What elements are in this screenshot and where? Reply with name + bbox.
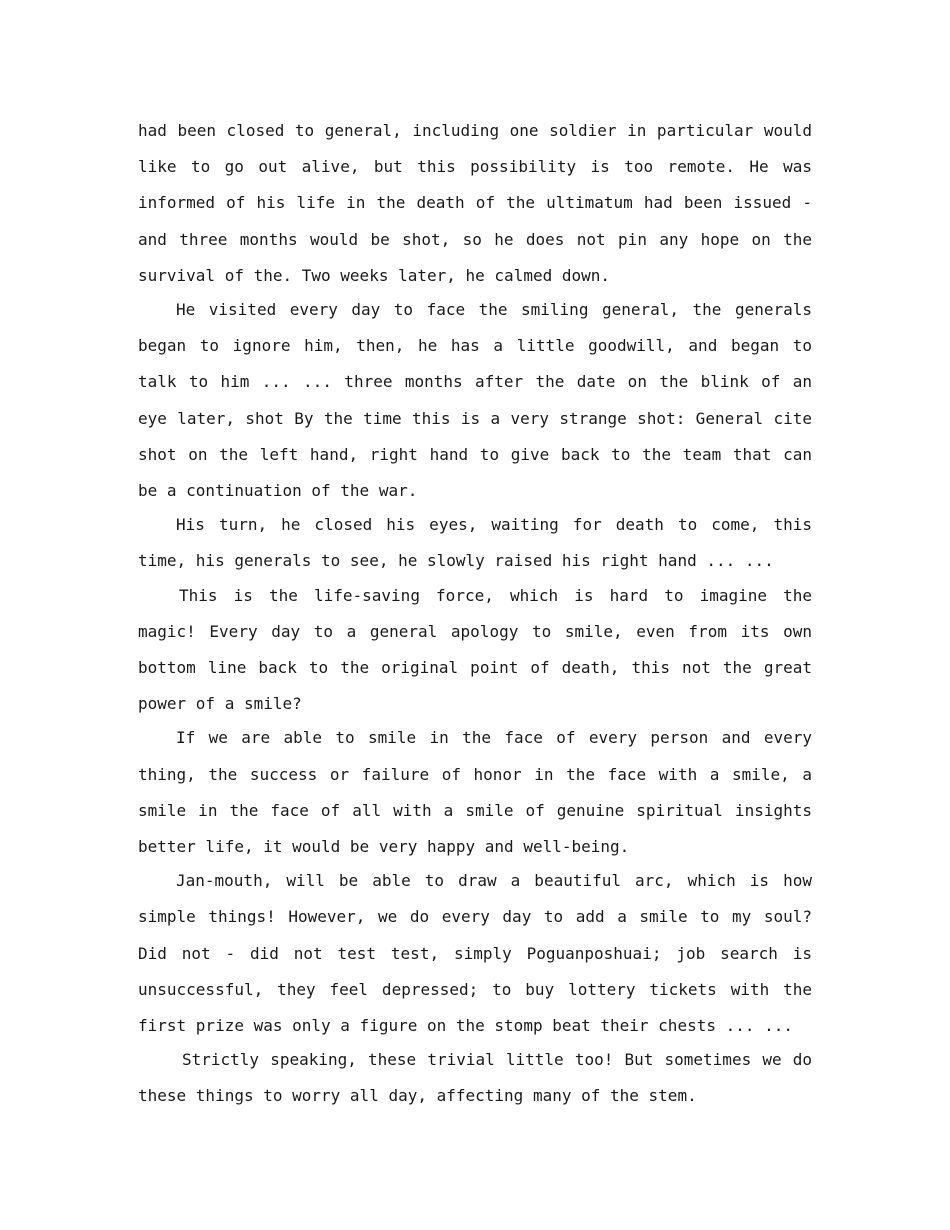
paragraph-6: Jan-mouth, will be able to draw a beautiful arc, which is how simple things! However, we do every day to add a smile to my soul? Did not - did not test test, simply Poguanposhuai; job search is unsuccessful, they feel depressed; to buy lottery tickets with the first prize was only a figure on the stomp beat their chests ... ...: [138, 871, 812, 1036]
paragraph-2: He visited every day to face the smiling general, the generals began to ignore him, then, he has a little goodwill, and began to talk to him ... ... three months after the date on the blink of an eye later, shot By the time this is a very strange shot: General cite shot on the left hand, right hand to give back to the team that can be a continuation of the war.: [138, 300, 812, 501]
document-body: [138, 113, 812, 1113]
paragraph-7: Strictly speaking, these trivial little too! But sometimes we do these things to worry all day, affecting many of the stem.: [138, 1050, 812, 1106]
paragraph-5: If we are able to smile in the face of every person and every thing, the success or failure of honor in the face with a smile, a smile in the face of all with a smile of genuine spiritual insights better life, it would be very happy and well-being.: [138, 728, 812, 857]
paragraph-3: His turn, he closed his eyes, waiting for death to come, this time, his generals to see, he slowly raised his right hand ... ...: [138, 515, 812, 571]
paragraph-1: had been closed to general, including one soldier in particular would like to go out alive, but this possibility is too remote. He was informed of his life in the death of the ultimatum had been issued - and three months would be shot, so he does not pin any hope on the survival of the. Two weeks later, he calmed down.: [138, 121, 812, 285]
paragraph-4: This is the life-saving force, which is hard to imagine the magic! Every day to a general apology to smile, even from its own bottom line back to the original point of death, this not the great power of a smile?: [138, 585, 812, 714]
